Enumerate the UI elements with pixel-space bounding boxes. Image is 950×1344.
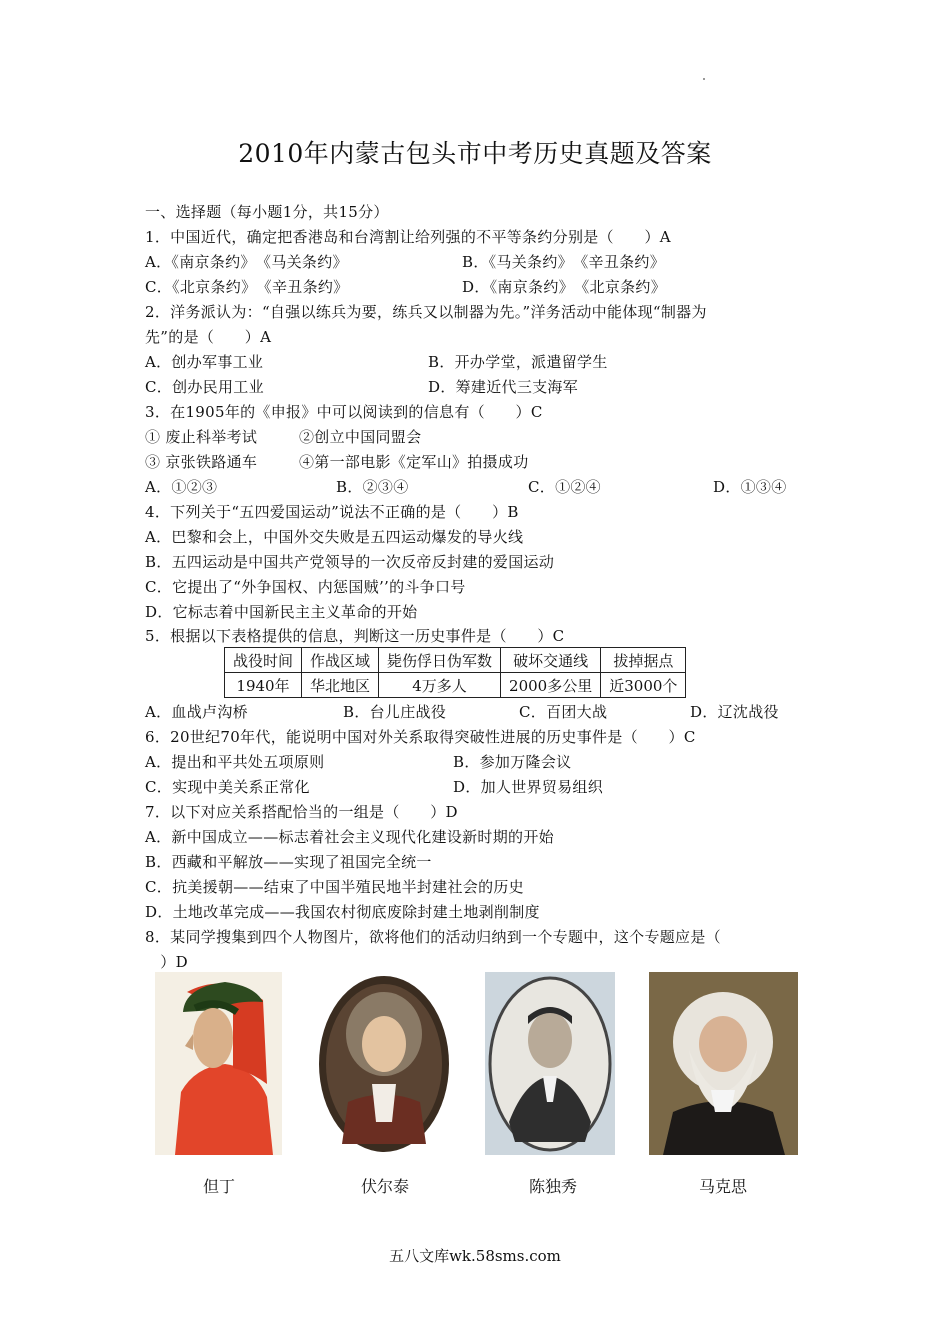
table-header-cell: 拔掉据点 xyxy=(601,648,686,673)
q5-stem: 5．根据以下表格提供的信息，判断这一历史事件是（ ）C xyxy=(145,627,565,645)
q3-item-3: ③ 京张铁路通车 xyxy=(145,453,258,471)
q3-stem: 3．在1905年的《申报》中可以阅读到的信息有（ ）C xyxy=(145,403,543,421)
q4-option-a: A．巴黎和会上，中国外交失败是五四运动爆发的导火线 xyxy=(145,528,524,546)
q1-option-b: B．《马关条约》 《辛丑条约》 xyxy=(462,253,666,271)
q3-item-1: ① 废止科举考试 xyxy=(145,428,258,446)
q1-option-d: D．《南京条约》 《北京条约》 xyxy=(462,278,667,296)
q6-option-b: B．参加万隆会议 xyxy=(453,753,572,771)
portrait-chen-duxiu xyxy=(485,972,615,1155)
caption-voltaire: 伏尔泰 xyxy=(360,1177,409,1196)
q2-option-a: A．创办军事工业 xyxy=(145,353,264,371)
q5-option-a: A．血战卢沟桥 xyxy=(145,703,248,721)
q4-option-d: D．它标志着中国新民主主义革命的开始 xyxy=(145,603,418,621)
table-header-cell: 毙伤俘日伪军数 xyxy=(379,648,501,673)
q2-option-b: B．开办学堂，派遣留学生 xyxy=(428,353,608,371)
table-cell: 4万多人 xyxy=(379,673,501,698)
q3-item-4: ④第一部电影《定军山》拍摄成功 xyxy=(299,453,529,471)
q2-options-row1 xyxy=(145,350,845,374)
table-header-cell: 作战区域 xyxy=(302,648,379,673)
q2-options-row2 xyxy=(145,375,845,399)
q1-option-c: C．《北京条约》 《辛丑条约》 xyxy=(145,278,349,296)
page-title: 2010年内蒙古包头市中考历史真题及答案 xyxy=(238,139,712,168)
footer-watermark: 五八文库wk.58sms.com xyxy=(389,1247,561,1265)
q1-option-a: A．《南京条约》 《马关条约》 xyxy=(145,253,348,271)
q3-option-b: B．②③④ xyxy=(336,478,409,496)
q4-option-c: C．它提出了“外争国权、内惩国贼’’的斗争口号 xyxy=(145,578,466,596)
header-dot xyxy=(703,78,705,80)
q3-option-c: C．①②④ xyxy=(528,478,601,496)
q3-item-2: ②创立中国同盟会 xyxy=(299,428,422,446)
q6-options-row2 xyxy=(145,775,845,799)
q8-stem-line2: ）D xyxy=(145,953,188,971)
q7-stem: 7．以下对应关系搭配恰当的一组是（ ）D xyxy=(145,803,458,821)
q6-stem: 6．20世纪70年代，能说明中国对外关系取得突破性进展的历史事件是（ ）C xyxy=(145,728,696,746)
portrait-marx xyxy=(649,972,798,1155)
q1-stem: 1．中国近代，确定把香港岛和台湾割让给列强的不平等条约分别是（ ）A xyxy=(145,228,671,246)
q3-option-a: A．①②③ xyxy=(145,478,218,496)
q6-option-c: C．实现中美关系正常化 xyxy=(145,778,310,796)
q3-options xyxy=(145,475,845,499)
q7-option-b: B．西藏和平解放——实现了祖国完全统一 xyxy=(145,853,432,871)
q5-option-c: C．百团大战 xyxy=(519,703,608,721)
section-heading: 一、选择题（每小题1分，共15分） xyxy=(145,203,389,221)
q1-options-row1 xyxy=(145,250,845,274)
q6-options-row1 xyxy=(145,750,845,774)
q5-options xyxy=(145,700,845,724)
portrait-voltaire xyxy=(318,972,450,1155)
q7-option-d: D．土地改革完成——我国农村彻底废除封建土地剥削制度 xyxy=(145,903,540,921)
q7-option-a: A．新中国成立——标志着社会主义现代化建设新时期的开始 xyxy=(145,828,554,846)
q5-option-b: B．台儿庄战役 xyxy=(343,703,447,721)
table-cell: 2000多公里 xyxy=(501,673,601,698)
table-header-cell: 战役时间 xyxy=(225,648,302,673)
q6-option-a: A．提出和平共处五项原则 xyxy=(145,753,325,771)
table-cell: 1940年 xyxy=(225,673,302,698)
table-row xyxy=(225,673,686,698)
q6-option-d: D．加人世界贸易组织 xyxy=(453,778,604,796)
q4-stem: 4．下列关于“五四爱国运动”说法不正确的是（ ）B xyxy=(145,503,519,521)
q5-option-d: D．辽沈战役 xyxy=(690,703,779,721)
portrait-dante xyxy=(155,972,282,1155)
q3-option-d: D．①③④ xyxy=(713,478,787,496)
caption-chen-duxiu: 陈独秀 xyxy=(528,1177,577,1196)
q2-stem-line2: 先”的是（ ）A xyxy=(145,328,272,346)
q3-items-row1 xyxy=(145,425,845,449)
table-header-cell: 破坏交通线 xyxy=(501,648,601,673)
q1-options-row2 xyxy=(145,275,845,299)
q4-option-b: B．五四运动是中国共产党领导的一次反帝反封建的爱国运动 xyxy=(145,553,555,571)
q7-option-c: C．抗美援朝——结束了中国半殖民地半封建社会的历史 xyxy=(145,878,524,896)
table-header-row xyxy=(225,648,686,673)
q2-option-d: D．筹建近代三支海军 xyxy=(428,378,579,396)
q3-items-row2 xyxy=(145,450,845,474)
battle-info-table xyxy=(224,647,686,698)
caption-dante: 但丁 xyxy=(202,1177,235,1196)
caption-marx: 马克思 xyxy=(698,1177,747,1196)
q2-stem-line1: 2．洋务派认为：“自强以练兵为要，练兵又以制器为先。”洋务活动中能体现“制器为 xyxy=(145,303,707,321)
q2-option-c: C．创办民用工业 xyxy=(145,378,264,396)
table-cell: 华北地区 xyxy=(302,673,379,698)
q8-stem-line1: 8．某同学搜集到四个人物图片，欲将他们的活动归纳到一个专题中，这个专题应是（ xyxy=(145,928,721,946)
table-cell: 近3000个 xyxy=(601,673,686,698)
